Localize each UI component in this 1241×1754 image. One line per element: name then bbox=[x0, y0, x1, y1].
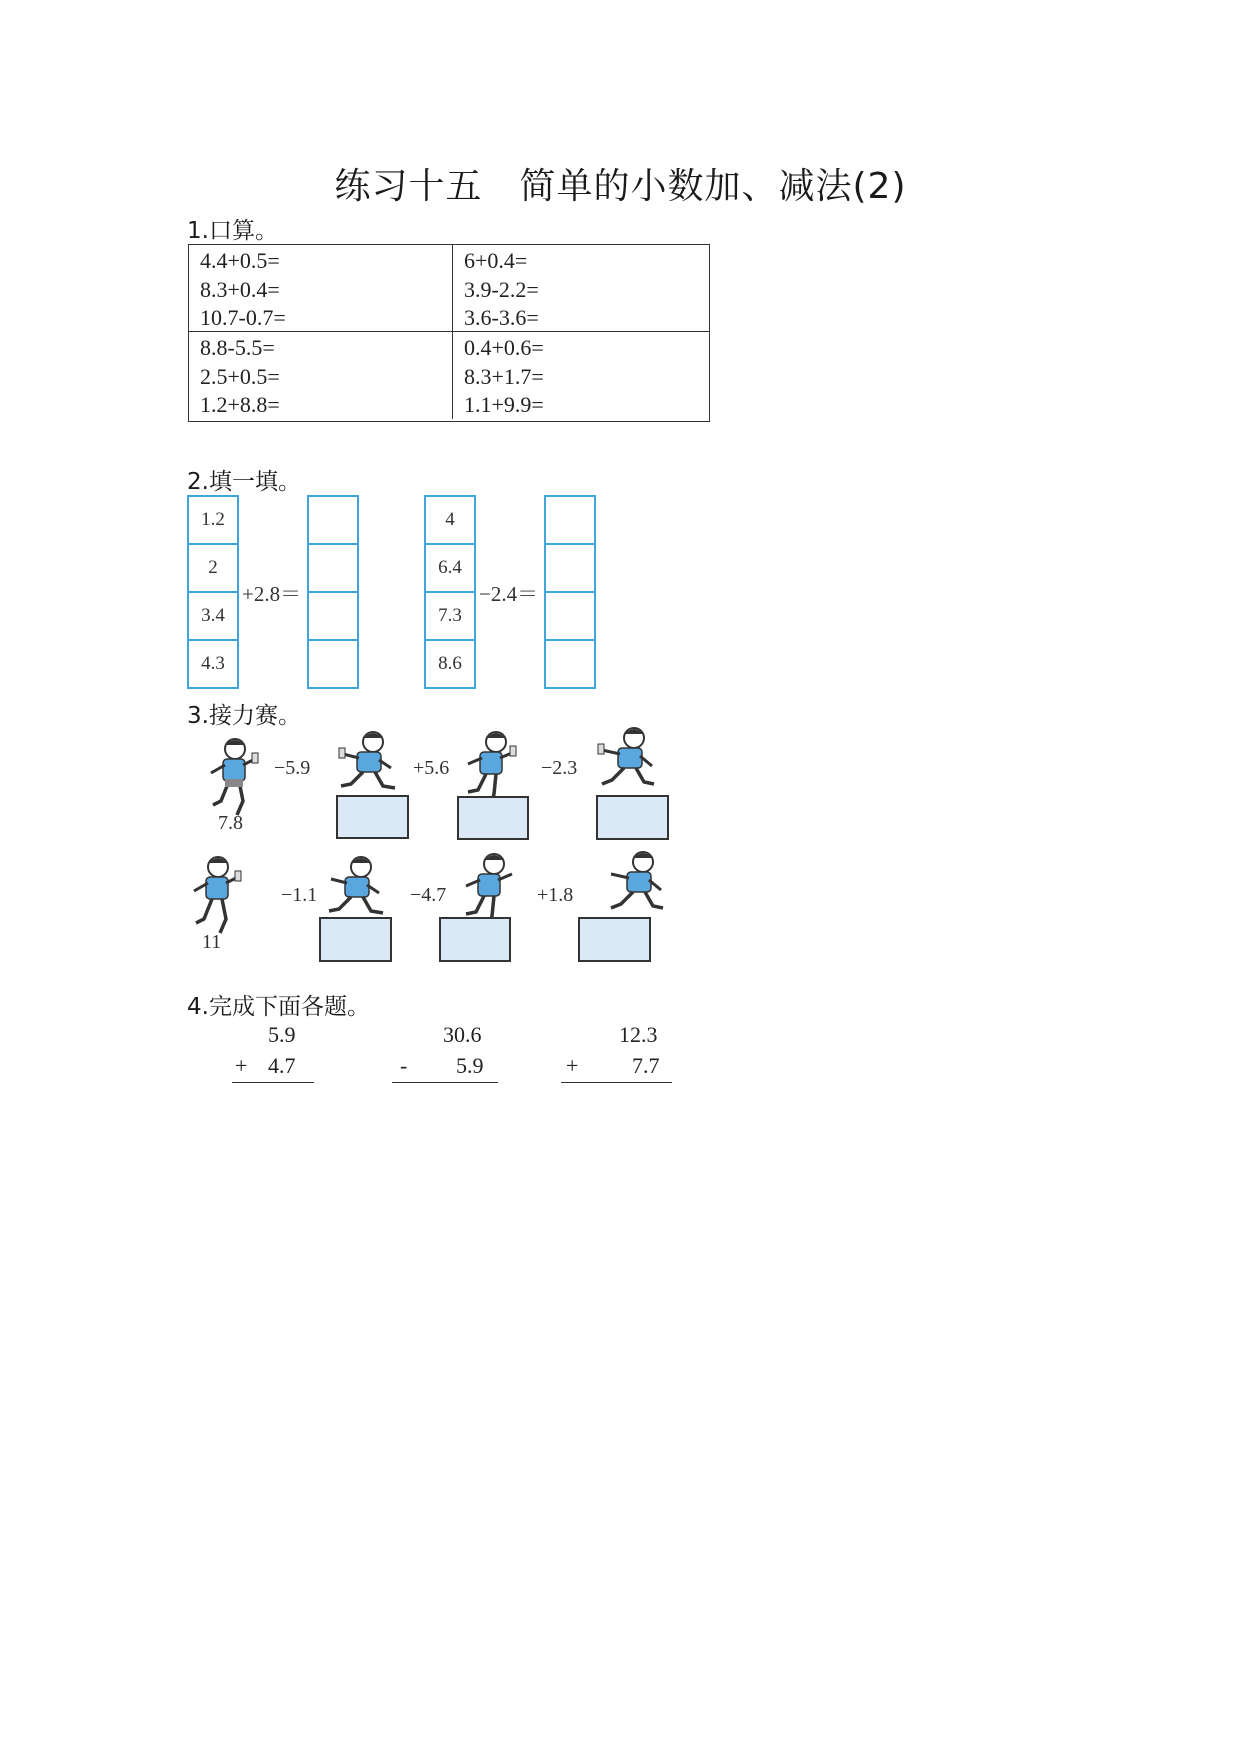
vertical-sign: - bbox=[400, 1053, 408, 1078]
vertical-top-number: 12.3 bbox=[619, 1022, 658, 1047]
start-number: 11 bbox=[202, 931, 222, 953]
table-cell bbox=[453, 245, 709, 332]
vertical-top-number: 30.6 bbox=[443, 1022, 482, 1047]
answer-box[interactable] bbox=[439, 917, 511, 962]
vertical-sign: + bbox=[566, 1053, 579, 1078]
input-value: 4 bbox=[426, 497, 474, 545]
problem: 3.6-3.6= bbox=[464, 305, 539, 330]
answer-box[interactable] bbox=[596, 795, 669, 840]
table-cell bbox=[189, 332, 453, 419]
problem: 1.1+9.9= bbox=[464, 392, 544, 417]
vertical-bottom-number: 4.7 bbox=[268, 1053, 296, 1078]
answer-box[interactable] bbox=[309, 497, 357, 545]
vertical-sign: + bbox=[235, 1053, 248, 1078]
problem: 3.9-2.2= bbox=[464, 276, 539, 302]
problem: 6+0.4= bbox=[464, 248, 528, 273]
vertical-bottom-number: 7.7 bbox=[632, 1053, 660, 1078]
problem: 2.5+0.5= bbox=[200, 363, 280, 389]
q2-heading: 2.填一填。 bbox=[187, 469, 301, 495]
relay-op: −2.3 bbox=[541, 757, 578, 779]
answer-box[interactable] bbox=[578, 917, 651, 962]
oral-arithmetic-table bbox=[188, 244, 710, 422]
input-column-right bbox=[424, 495, 476, 689]
table-cell bbox=[453, 332, 709, 419]
q1-heading: 1.口算。 bbox=[187, 218, 278, 244]
start-number: 7.8 bbox=[218, 812, 243, 834]
input-value: 7.3 bbox=[426, 593, 474, 641]
relay-op: +1.8 bbox=[537, 884, 574, 906]
answer-box[interactable] bbox=[546, 593, 594, 641]
answer-column-right bbox=[544, 495, 596, 689]
operator-label: −2.4＝ bbox=[479, 582, 539, 606]
input-value: 6.4 bbox=[426, 545, 474, 593]
q4-heading: 4.完成下面各题。 bbox=[187, 994, 370, 1020]
answer-box[interactable] bbox=[319, 917, 392, 962]
problem: 8.8-5.5= bbox=[200, 335, 275, 360]
vertical-bottom-number: 5.9 bbox=[456, 1053, 484, 1078]
answer-box[interactable] bbox=[309, 641, 357, 687]
page-title: 练习十五 简单的小数加、减法(2) bbox=[334, 166, 907, 207]
answer-box[interactable] bbox=[336, 795, 409, 839]
problem: 0.4+0.6= bbox=[464, 335, 544, 360]
input-value: 4.3 bbox=[201, 653, 225, 674]
answer-box[interactable] bbox=[309, 545, 357, 593]
operator-label: +2.8＝ bbox=[242, 582, 302, 606]
answer-line bbox=[232, 1082, 314, 1083]
problem: 8.3+0.4= bbox=[200, 276, 280, 302]
answer-box[interactable] bbox=[546, 545, 594, 593]
answer-line bbox=[392, 1082, 498, 1083]
answer-box[interactable] bbox=[546, 641, 594, 687]
q3-heading: 3.接力赛。 bbox=[187, 703, 301, 729]
relay-op: −1.1 bbox=[281, 884, 318, 906]
answer-box[interactable] bbox=[546, 497, 594, 545]
relay-op: −5.9 bbox=[274, 757, 311, 779]
input-value: 8.6 bbox=[438, 653, 462, 674]
problem: 1.2+8.8= bbox=[200, 392, 280, 417]
vertical-top-number: 5.9 bbox=[268, 1022, 296, 1047]
table-cell bbox=[189, 245, 453, 332]
relay-op: −4.7 bbox=[410, 884, 447, 906]
runner-icon bbox=[186, 853, 246, 943]
answer-line bbox=[561, 1082, 672, 1083]
answer-column-left bbox=[307, 495, 359, 689]
problem: 8.3+1.7= bbox=[464, 363, 544, 389]
answer-box[interactable] bbox=[309, 593, 357, 641]
answer-box[interactable] bbox=[457, 796, 529, 840]
input-value: 2 bbox=[189, 545, 237, 593]
input-value: 1.2 bbox=[189, 497, 237, 545]
problem: 4.4+0.5= bbox=[200, 248, 280, 273]
relay-op: +5.6 bbox=[413, 757, 450, 779]
input-value: 3.4 bbox=[189, 593, 237, 641]
problem: 10.7-0.7= bbox=[200, 305, 286, 330]
input-column-left bbox=[187, 495, 239, 689]
